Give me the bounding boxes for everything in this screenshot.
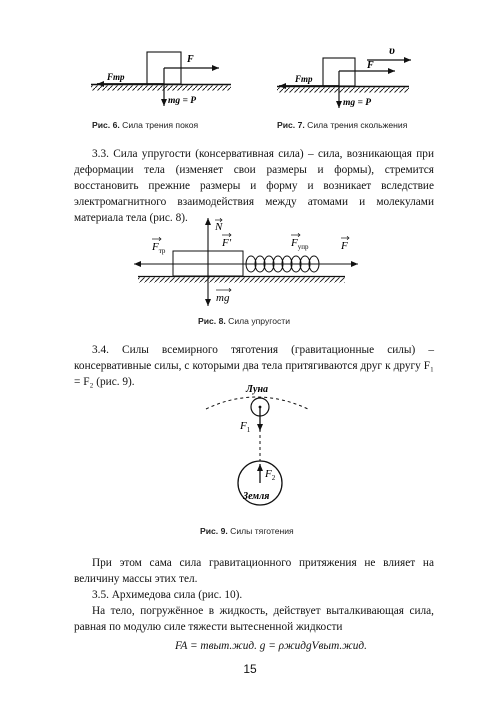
force-label <box>340 236 349 252</box>
svg-text:F: F <box>341 240 348 252</box>
elastic-label <box>290 233 309 251</box>
weight-label: mg = P <box>343 98 372 108</box>
figure-7-diagram <box>263 44 423 114</box>
svg-text:Fтр: $F_{тр}$ <box>152 241 166 255</box>
svg-text:N: N <box>215 221 223 233</box>
svg-text:Fупр: $F_{упр}$ <box>291 237 309 251</box>
paragraph-gravity: При этом сама сила гравитационного притяжения не влияет на величину массы этих тел. <box>74 557 434 585</box>
figure-9-title: Силы тяготения <box>230 526 294 536</box>
svg-text:mg: mg <box>216 292 230 304</box>
force-label: F <box>367 60 374 71</box>
paragraph-3-4: 3.4. Силы всемирного тяготения (гравитационные силы) – консервативные силы, с которыми два тела притягиваются друг к другу F₁ = F₂ (рис. 9). <box>74 344 434 388</box>
friction-label <box>151 237 166 255</box>
weight-label: mg = P <box>168 96 197 106</box>
figure-9-number: Рис. 9. <box>200 526 228 536</box>
figure-8-number: Рис. 8. <box>198 316 226 326</box>
figure-7-caption <box>277 120 407 130</box>
figure-6-title: Сила трения покоя <box>122 120 199 130</box>
moon-label: Луна <box>246 384 269 395</box>
figure-6-diagram <box>85 48 235 114</box>
figure-8-caption <box>198 316 290 326</box>
force-label: F <box>187 54 194 65</box>
ground-hatch <box>277 88 409 93</box>
page-number: 15 <box>243 662 257 676</box>
figure-8-diagram <box>130 212 365 312</box>
friction-label: Fтр <box>107 72 125 82</box>
figure-9-caption <box>200 526 294 536</box>
friction-label: Fтр <box>295 74 313 84</box>
paragraph-3-5: 3.5. Архимедова сила (рис. 10). <box>92 589 243 601</box>
figure-9-diagram <box>196 375 316 515</box>
archimedes-formula: FA = mвыт.жид. g = ρжидgVвыт.жид. <box>175 640 367 652</box>
figure-6-caption <box>92 120 198 130</box>
f2-label: $F_2$ <box>265 468 276 482</box>
ground-hatch <box>138 278 345 283</box>
velocity-label: υ <box>389 44 395 57</box>
f1-label: $F_1$ <box>240 420 251 434</box>
figure-7-title: Сила трения скольжения <box>307 120 408 130</box>
svg-text:F′: F′ <box>222 237 232 249</box>
figure-6-number: Рис. 6. <box>92 120 120 130</box>
force-prime-label <box>221 233 232 249</box>
normal-label <box>214 218 223 233</box>
earth-label: Земля <box>243 491 270 502</box>
ground-hatch <box>91 86 231 91</box>
weight-label <box>216 288 231 304</box>
paragraph-archimedes: На тело, погружённое в жидкость, действует выталкивающая сила, равная по модулю силе тяжести вытесненной жидкости <box>74 605 434 633</box>
paragraph-3-3: 3.3. Сила упругости (консервативная сила) – сила, возникающая при деформации тела (изменяет свои размеры и формы), стремится восстановить прежние размеры и форму и возникает вследствие электромагнитного взаимодействия между атомами и молекулами материала тела (рис. 8). <box>74 148 434 224</box>
figure-8-title: Сила упругости <box>228 316 291 326</box>
figure-7-number: Рис. 7. <box>277 120 305 130</box>
